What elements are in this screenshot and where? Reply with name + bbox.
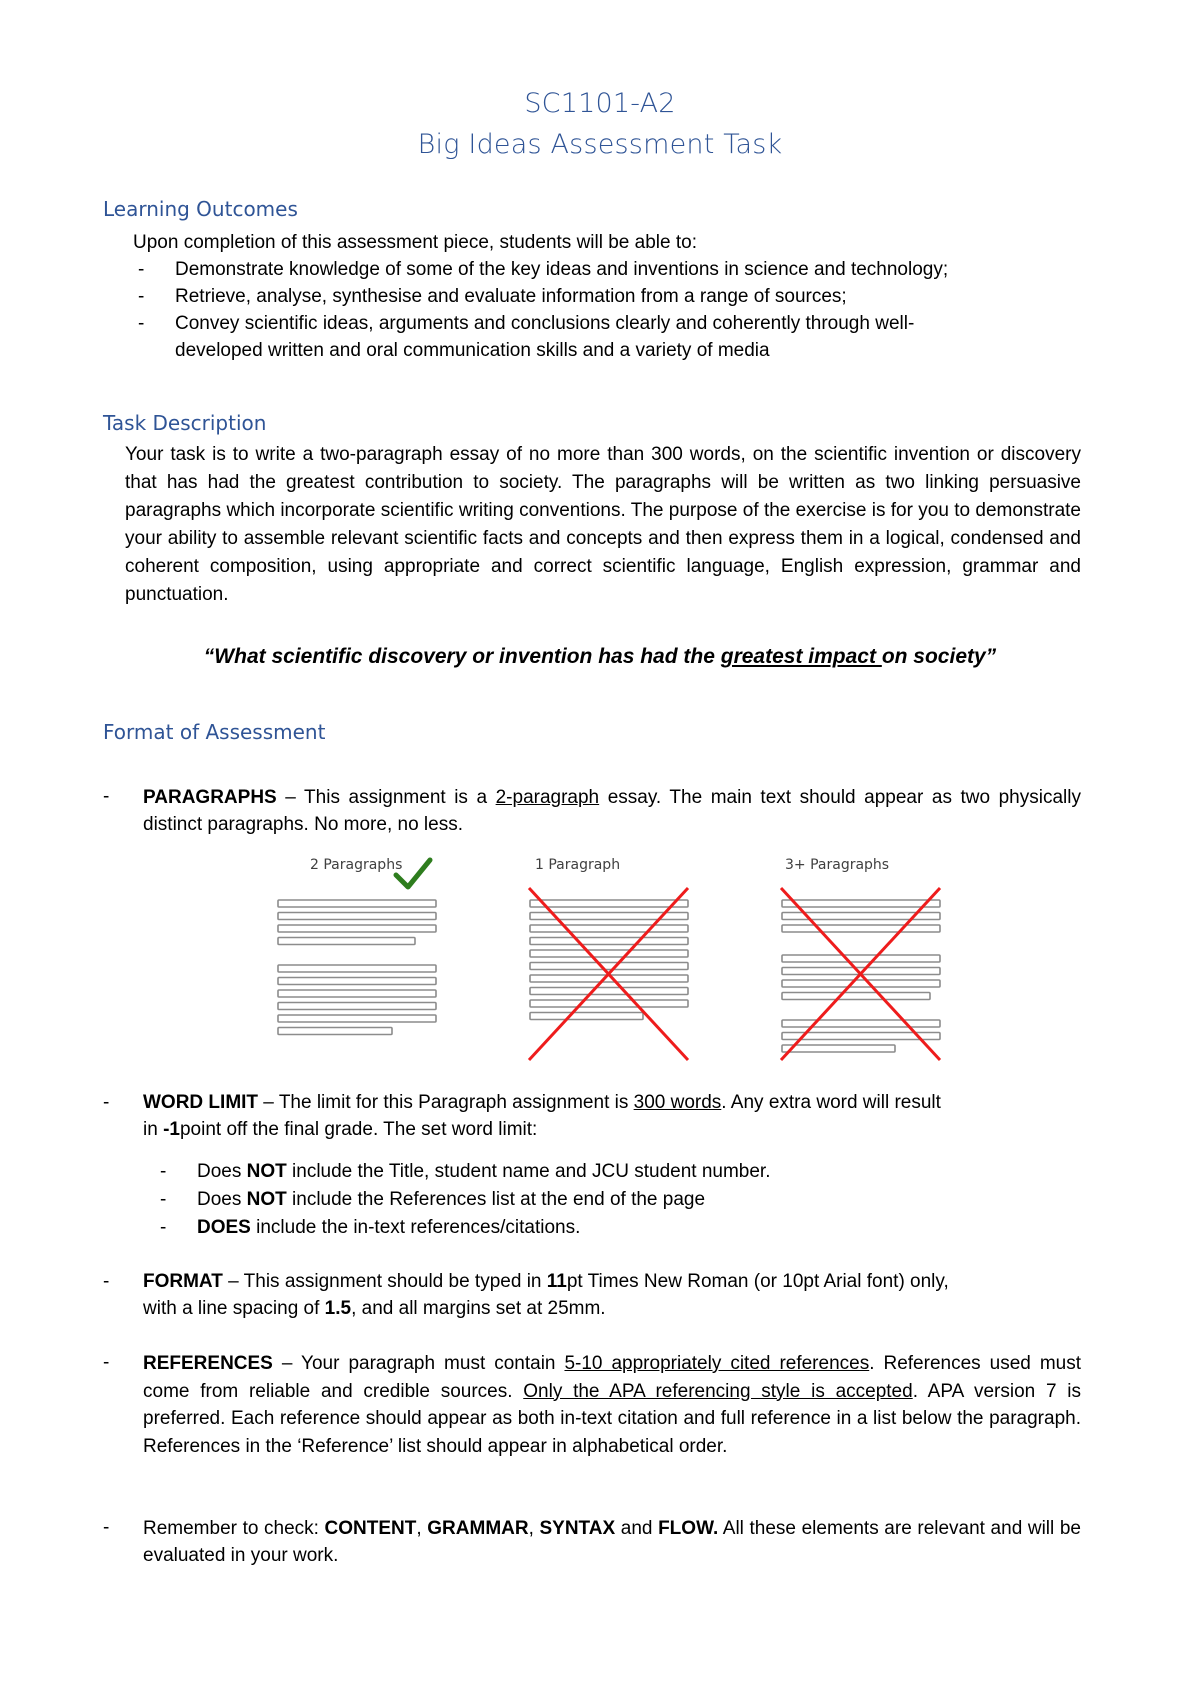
- panel-label-2-paragraphs: 2 Paragraphs: [310, 857, 403, 873]
- text-line-bar: [278, 965, 436, 972]
- text: – This assignment is a: [276, 787, 496, 808]
- text-line-bar: [782, 993, 930, 1000]
- bullet-dash: -: [103, 1092, 110, 1113]
- bold-text: FLOW.: [658, 1518, 719, 1539]
- text: and: [615, 1518, 659, 1539]
- text: point off the final grade. The set word limit:: [179, 1119, 538, 1140]
- text-line-bar: [278, 1003, 436, 1010]
- question-text-end: on society”: [881, 645, 997, 668]
- paragraphs-requirement: [143, 784, 1081, 838]
- format-line2: [143, 1296, 606, 1322]
- course-code: SC1101-A2: [524, 88, 676, 119]
- underlined-text: 2-paragraph: [495, 787, 600, 808]
- text: Does: [197, 1161, 247, 1182]
- text-line-bar: [278, 913, 436, 920]
- task-description-heading: Task Description: [103, 411, 267, 435]
- essay-question: [0, 645, 1200, 669]
- bullet-dash: -: [103, 1271, 110, 1292]
- learning-outcome-item: Convey scientific ideas, arguments and conclusions clearly and coherently through well-: [175, 313, 915, 334]
- text: include the Title, student name and JCU student number.: [286, 1161, 771, 1182]
- bullet-dash: -: [103, 1352, 110, 1373]
- bold-text: 11: [546, 1271, 567, 1292]
- underlined-text: 5-10 appropriately cited references: [564, 1353, 870, 1374]
- bullet-dash: -: [160, 1189, 167, 1210]
- text: – Your paragraph must contain: [272, 1353, 565, 1374]
- question-emphasis: greatest impact: [720, 645, 882, 668]
- paragraphs-label: PARAGRAPHS: [143, 787, 277, 808]
- bullet-dash: -: [138, 313, 145, 334]
- text: pt Times New Roman (or 10pt Arial font) only,: [566, 1271, 949, 1292]
- text-line-bar: [278, 925, 436, 932]
- text-line-bar: [782, 925, 940, 932]
- text-line-bar: [530, 938, 688, 945]
- task-description-body: Your task is to write a two-paragraph essay of no more than 300 words, on the scientific invention or discovery that has had the greatest contribution to society. The paragraphs will be written as two linking persuasive paragraphs which incorporate scientific writing conventions. The purpose of the exercise is for you to demonstrate your ability to assemble relevant scientific facts and concepts and then express them in a logical, condensed and coherent composition, using appropriate and correct scientific language, English expression, grammar and punctuation.: [125, 444, 1081, 605]
- bold-text: SYNTAX: [539, 1518, 616, 1539]
- text-line-bar: [782, 900, 940, 907]
- underlined-text: 300 words: [633, 1092, 722, 1113]
- word-limit-sub-item: [197, 1215, 580, 1241]
- references-requirement: [143, 1350, 1081, 1460]
- word-limit-label: WORD LIMIT: [143, 1092, 259, 1113]
- text: with a line spacing of: [143, 1298, 325, 1319]
- format-heading: Format of Assessment: [103, 720, 326, 744]
- bold-text: NOT: [246, 1161, 287, 1182]
- bold-text: CONTENT: [324, 1518, 417, 1539]
- paragraph-diagram: [270, 855, 970, 1070]
- checkmark-icon: [396, 860, 430, 887]
- bullet-dash: -: [160, 1161, 167, 1182]
- bold-text: -1: [163, 1119, 180, 1140]
- word-limit-sub-item: [197, 1187, 705, 1213]
- bullet-dash: -: [138, 286, 145, 307]
- word-limit-sub-item: [197, 1159, 770, 1185]
- bold-text: NOT: [246, 1189, 287, 1210]
- text-line-bar: [530, 963, 688, 970]
- learning-outcome-item: Retrieve, analyse, synthesise and evaluate information from a range of sources;: [175, 286, 847, 307]
- text-line-bar: [782, 1020, 940, 1027]
- text-line-bar: [278, 938, 415, 945]
- text: – This assignment should be typed in: [222, 1271, 547, 1292]
- text-line-bar: [530, 900, 688, 907]
- remember-checklist: [143, 1515, 1081, 1569]
- learning-outcomes-heading: Learning Outcomes: [103, 197, 298, 221]
- panel-label-1-paragraph: 1 Paragraph: [535, 857, 621, 873]
- learning-outcomes-intro: Upon completion of this assessment piece, students will be able to:: [133, 232, 697, 253]
- bullet-dash: -: [138, 259, 145, 280]
- text-line-bar: [530, 925, 688, 932]
- bold-text: GRAMMAR: [427, 1518, 529, 1539]
- text-line-bar: [530, 1000, 688, 1007]
- text: Does: [197, 1189, 247, 1210]
- text: – The limit for this Paragraph assignment is: [258, 1092, 634, 1113]
- text: essay. The main text should appear as two physically distinct paragraphs. No more, no less.: [143, 787, 1081, 835]
- text: All these elements are relevant and will be evaluated in your work.: [143, 1518, 1081, 1566]
- question-text: “What scientific discovery or invention has had the: [203, 645, 721, 668]
- text: . Any extra word will result: [721, 1092, 941, 1113]
- text-line-bar: [530, 1013, 643, 1020]
- bold-text: DOES: [197, 1217, 251, 1238]
- panel-label-3-paragraphs: 3+ Paragraphs: [785, 857, 890, 873]
- text-line-bar: [278, 1028, 392, 1035]
- bold-text: 1.5: [324, 1298, 352, 1319]
- text-line-bar: [278, 900, 436, 907]
- references-label: REFERENCES: [143, 1353, 273, 1374]
- learning-outcome-item-continued: developed written and oral communication skills and a variety of media: [175, 340, 770, 361]
- bullet-dash: -: [103, 1517, 110, 1538]
- paragraph-format-figure: [270, 855, 970, 1070]
- text-line-bar: [278, 990, 436, 997]
- text: in: [143, 1119, 164, 1140]
- text: . APA version 7 is preferred. Each reference should appear as both in-text citation and full reference in a list below the paragraph. References in the ‘Reference’ list should appear in alphabetical order.: [143, 1380, 1082, 1457]
- text: . References used must come from reliable and credible sources.: [143, 1353, 1081, 1402]
- text-line-bar: [278, 978, 436, 985]
- text: ,: [528, 1518, 540, 1539]
- document-title: Big Ideas Assessment Task: [417, 129, 783, 160]
- text: , and all margins set at 25mm.: [351, 1298, 606, 1319]
- text-line-bar: [782, 955, 940, 962]
- word-limit-line2: [143, 1117, 537, 1143]
- underlined-text: Only the APA referencing style is accepted: [523, 1380, 913, 1402]
- text: ,: [416, 1518, 428, 1539]
- format-line1: [143, 1269, 949, 1295]
- text-line-bar: [530, 950, 688, 957]
- text-line-bar: [782, 980, 940, 987]
- format-label: FORMAT: [143, 1271, 223, 1292]
- text: Remember to check:: [143, 1518, 325, 1539]
- bullet-dash: -: [160, 1217, 167, 1238]
- text-line-bar: [782, 1045, 895, 1052]
- bullet-dash: -: [103, 786, 110, 807]
- text: include the in-text references/citations.: [250, 1217, 581, 1238]
- text-line-bar: [530, 988, 688, 995]
- learning-outcome-item: Demonstrate knowledge of some of the key ideas and inventions in science and technology;: [175, 259, 949, 280]
- word-limit-line1: [143, 1090, 941, 1116]
- text: include the References list at the end of the page: [286, 1189, 706, 1210]
- text-line-bar: [278, 1015, 436, 1022]
